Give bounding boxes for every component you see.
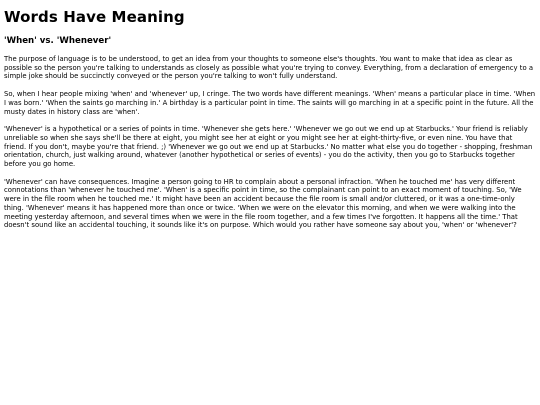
page-title: Words Have Meaning [4,8,185,26]
section-heading: 'When' vs. 'Whenever' [4,36,112,46]
paragraph-1: The purpose of language is to be understood, to get an idea from your thoughts to someone else's thoughts. You want to make that idea as clear as possible so the person you're talking to understands as closely as possible what you're trying to convey. Everything, from a declaration of emergency to a simple joke should be succinctly conveyed or the person you're talking to won't fully understand. [4,55,534,81]
paragraph-4: 'Whenever' can have consequences. Imagine a person going to HR to complain about a personal infraction. 'When he touched me' has very different connotations than 'whenever he touched me'. 'When' is a specific point in time, so the complainant can point to an exact moment of touching. So, 'We were in the file room when he touched me.' It might have been an accident because the file room is small and/or cluttered, or it was a one-time-only thing. 'Whenever' means it has happened more than once or twice. 'When we were on the elevator this morning, and when we were walking into the meeting yesterday afternoon, and several times when we were in the file room together, and a few times I've forgotten. It happens all the time.' That doesn't sound like an accidental touching, it sounds like it's on purpose. Which would you rather have someone say about you, 'when' or 'whenever'? [4,177,522,230]
paragraph-2: So, when I hear people mixing 'when' and 'whenever' up, I cringe. The two words have different meanings. 'When' means a particular place in time. 'When I was born.' 'When the saints go marching in.' A birthday is a particular point in time. The saints will go marching in at a specific point in the future. All the musty dates in history class are 'when'. [4,90,536,116]
paragraph-3: 'Whenever' is a hypothetical or a series of points in time. 'Whenever she gets here.' 'Whenever we go out we end up at Starbucks.' Your friend is reliably unreliable so when she says she'll be there at eight, you might see her at eight or you might see her at eight-thirty-five, or even nine. You have that friend. If you don't, maybe you're that friend. ;) 'Whenever we go out we end up at Starbucks.' No matter what else you do together - shopping, freshman orientation, church, just walking around, whatever (another hypothetical or series of events) - you do the activity, then you go to Starbucks together before you go home. [4,125,533,169]
